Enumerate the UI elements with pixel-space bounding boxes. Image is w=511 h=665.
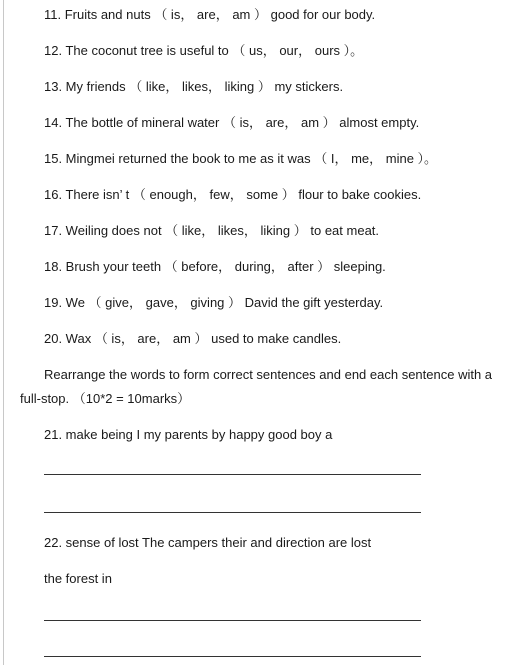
answer-line-22a[interactable]	[44, 620, 421, 621]
question-17: 17. Weiling does not （ like， likes， liking ） to eat meat.	[44, 223, 380, 238]
section-instruction: Rearrange the words to form correct sentences and end each sentence with a full-stop. （10*2 = 10marks）	[20, 367, 493, 406]
answer-line-21b[interactable]	[44, 512, 421, 513]
answer-line-22b[interactable]	[44, 656, 421, 657]
question-21: 21. make being I my parents by happy good boy a	[44, 427, 333, 442]
question-13: 13. My friends （ like， likes， liking ） my stickers.	[44, 79, 344, 94]
question-22-continued: the forest in	[44, 571, 112, 586]
question-20: 20. Wax （ is， are， am ） used to make candles.	[44, 331, 342, 346]
page-left-border	[3, 0, 4, 665]
question-15: 15. Mingmei returned the book to me as it was （ I， me， mine ）。	[44, 151, 438, 166]
question-19: 19. We （ give， gave， giving ） David the gift yesterday.	[44, 295, 384, 310]
question-12: 12. The coconut tree is useful to （ us， our， ours ）。	[44, 43, 364, 58]
question-14: 14. The bottle of mineral water （ is， are， am ） almost empty.	[44, 115, 420, 130]
question-22: 22. sense of lost The campers their and direction are lost	[44, 535, 372, 550]
answer-line-21a[interactable]	[44, 474, 421, 475]
question-18: 18. Brush your teeth （ before， during， after ） sleeping.	[44, 259, 386, 274]
question-11: 11. Fruits and nuts （ is， are， am ） good for our body.	[44, 7, 376, 22]
question-16: 16. There isn’ t （ enough， few， some ） flour to bake cookies.	[44, 187, 422, 202]
